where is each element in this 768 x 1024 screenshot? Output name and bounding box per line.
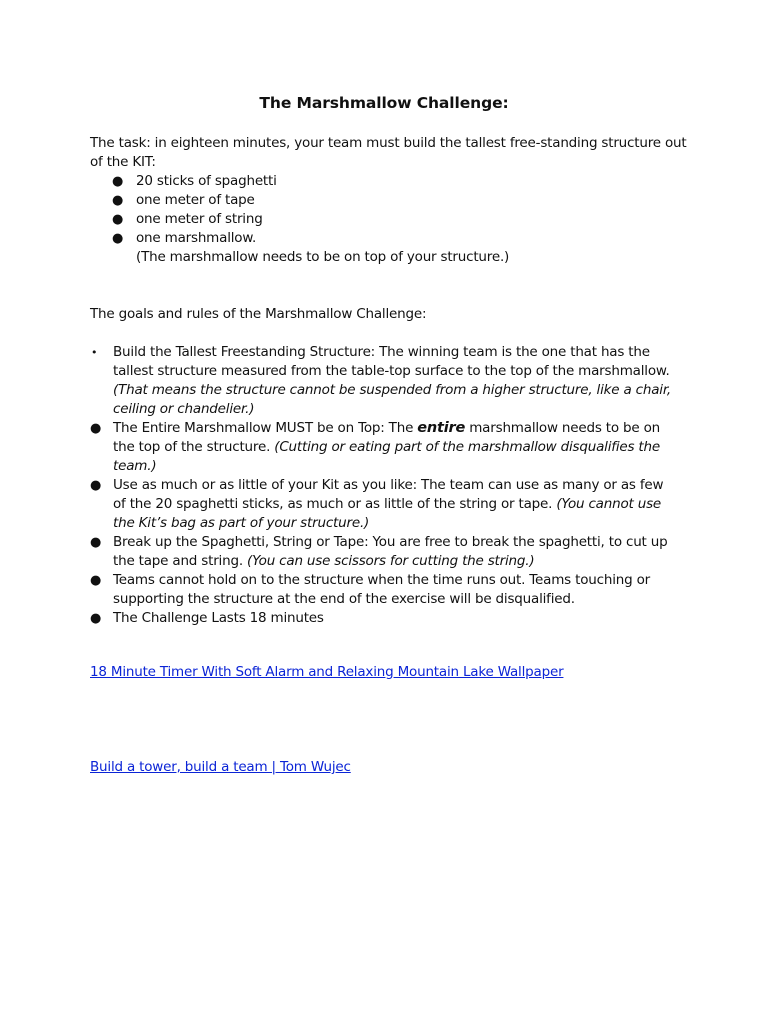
bullet-icon: ● bbox=[112, 174, 124, 189]
rule-item bbox=[90, 343, 680, 419]
rule-note: (That means the structure cannot be suspended from a higher structure, like a chair, ceiling or chandelier.) bbox=[113, 382, 672, 417]
kit-list bbox=[112, 172, 277, 248]
bullet-icon: ● bbox=[90, 478, 102, 493]
list-item bbox=[112, 210, 277, 229]
tower-talk-link[interactable]: Build a tower, build a team | Tom Wujec bbox=[90, 759, 351, 775]
bullet-icon: ● bbox=[90, 611, 102, 626]
rule-note: (Cutting or eating part of the marshmallow disqualifies the team.) bbox=[113, 439, 660, 474]
page-title: The Marshmallow Challenge: bbox=[259, 94, 509, 112]
list-item bbox=[112, 229, 277, 248]
rule-text: Teams cannot hold on to the structure when the time runs out. Teams touching or supporting the structure at the end of the exercise will be disqualified. bbox=[113, 572, 650, 607]
task-intro: The task: in eighteen minutes, your team must build the tallest free-standing structure out of the KIT: bbox=[90, 135, 687, 170]
kit-item-marshmallow: one marshmallow. bbox=[136, 230, 257, 246]
bullet-icon: ● bbox=[90, 421, 102, 436]
kit-item-spaghetti: 20 sticks of spaghetti bbox=[136, 173, 277, 189]
rule-emphasis: entire bbox=[417, 420, 466, 436]
rule-text-after: marshmallow needs to be on the top of the structure. bbox=[113, 420, 660, 455]
list-item bbox=[112, 172, 277, 191]
timer-video-link[interactable]: 18 Minute Timer With Soft Alarm and Relaxing Mountain Lake Wallpaper bbox=[90, 664, 564, 680]
rule-item bbox=[90, 476, 680, 533]
bullet-icon: • bbox=[91, 346, 98, 359]
list-item bbox=[112, 191, 277, 210]
rule-item bbox=[90, 571, 680, 609]
kit-item-string: one meter of string bbox=[136, 211, 263, 227]
bullet-icon: ● bbox=[90, 535, 102, 550]
goals-intro: The goals and rules of the Marshmallow Challenge: bbox=[90, 306, 427, 322]
rule-text: Break up the Spaghetti, String or Tape: You are free to break the spaghetti, to cut up the tape and string. bbox=[113, 534, 668, 569]
bullet-icon: ● bbox=[112, 193, 124, 208]
bullet-icon: ● bbox=[112, 231, 124, 246]
rule-item bbox=[90, 609, 680, 628]
rule-text: Build the Tallest Freestanding Structure: The winning team is the one that has the tallest structure measured from the table-top surface to the top of the marshmallow. bbox=[113, 344, 670, 379]
kit-note: (The marshmallow needs to be on top of your structure.) bbox=[136, 249, 510, 265]
rule-text: The Challenge Lasts 18 minutes bbox=[113, 610, 324, 626]
kit-item-tape: one meter of tape bbox=[136, 192, 255, 208]
rule-text: The Entire Marshmallow MUST be on Top: The bbox=[113, 420, 418, 436]
rule-item bbox=[90, 419, 680, 476]
rule-text: Use as much or as little of your Kit as you like: The team can use as many or as few of the 20 spaghetti sticks, as much or as little of the string or tape. bbox=[113, 477, 664, 512]
rule-note: (You can use scissors for cutting the string.) bbox=[247, 553, 535, 569]
rule-note: (You cannot use the Kit’s bag as part of your structure.) bbox=[113, 496, 662, 531]
rule-item bbox=[90, 533, 680, 571]
bullet-icon: ● bbox=[90, 573, 102, 588]
rules-list bbox=[90, 343, 680, 628]
bullet-icon: ● bbox=[112, 212, 124, 227]
